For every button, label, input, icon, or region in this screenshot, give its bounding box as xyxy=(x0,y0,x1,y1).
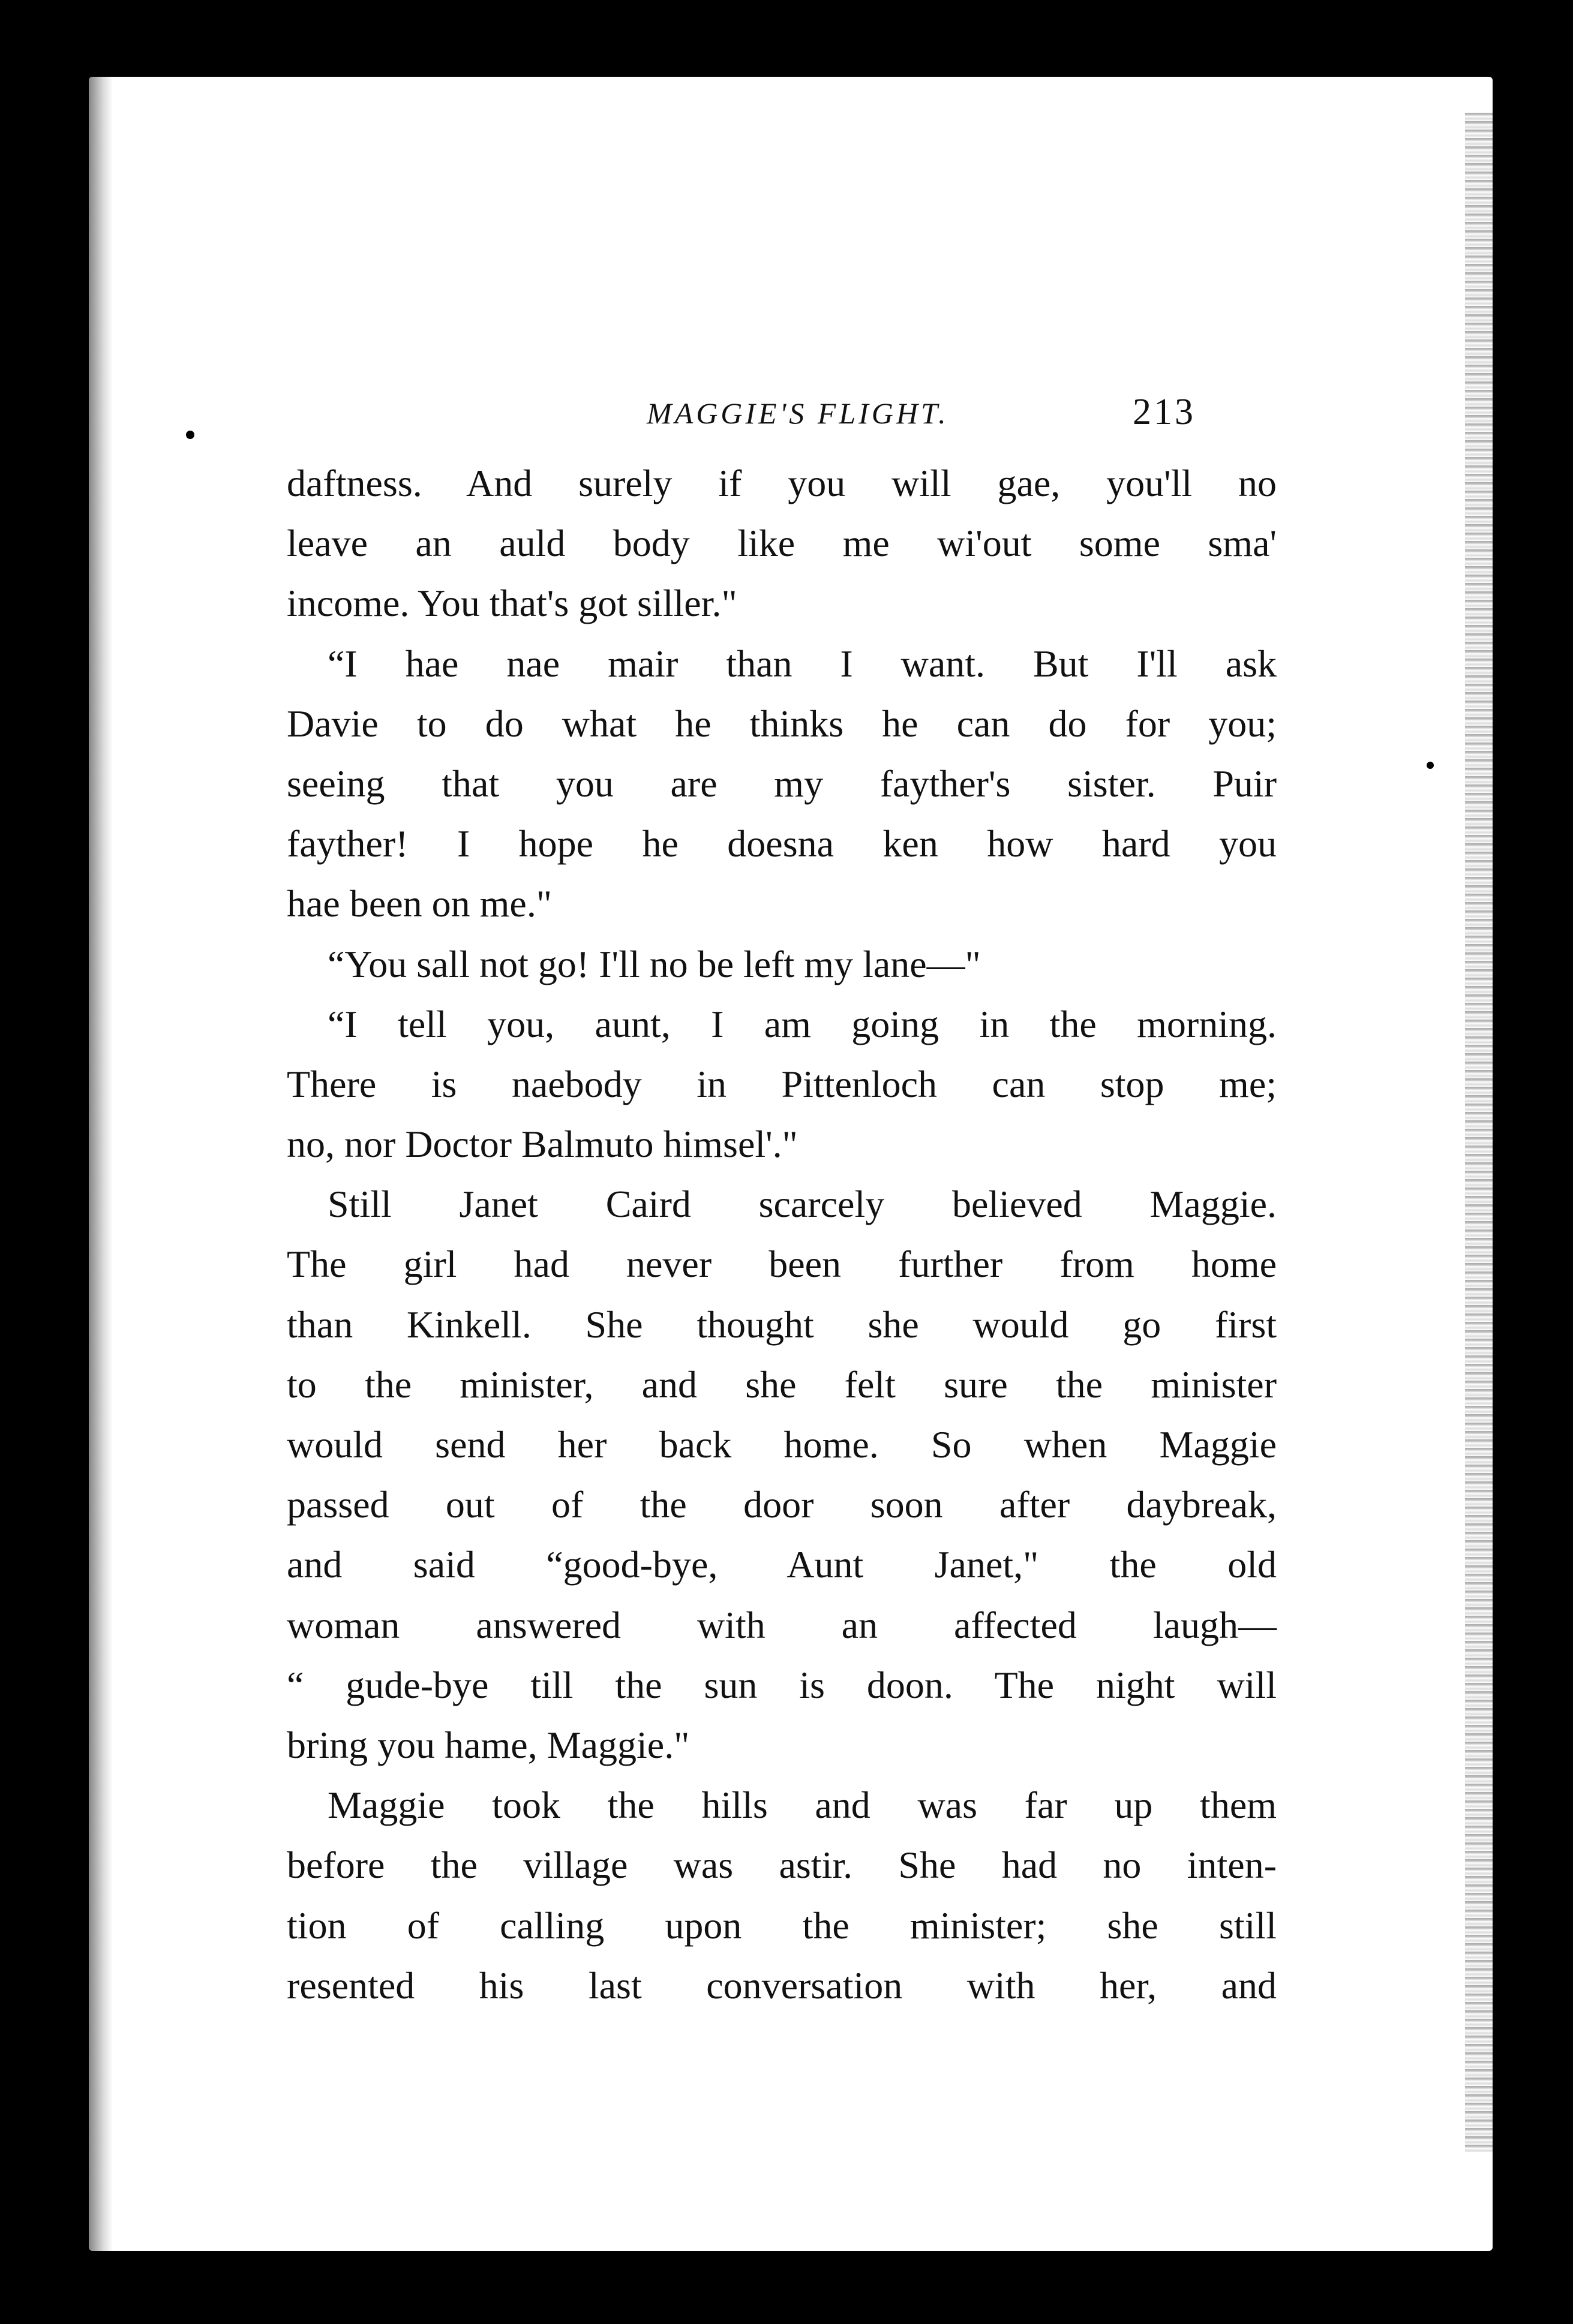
body-text xyxy=(287,453,1277,2016)
text-line: woman answered with an affected laugh— xyxy=(287,1603,1277,1646)
text-line: bring you hame, Maggie." xyxy=(287,1723,690,1766)
text-line: The girl had never been further from home xyxy=(287,1243,1277,1286)
text-line: Maggie took the hills and was far up them xyxy=(328,1784,1277,1827)
text-line: would send her back home. So when Maggie xyxy=(287,1423,1277,1466)
text-line: “I tell you, aunt, I am going in the morning. xyxy=(328,1002,1277,1045)
text-line: income. You that's got siller." xyxy=(287,582,737,625)
running-title: MAGGIE'S FLIGHT. xyxy=(647,396,949,430)
text-line: seeing that you are my fayther's sister. Puir xyxy=(287,762,1277,805)
text-line: no, nor Doctor Balmuto himsel'." xyxy=(287,1123,798,1166)
text-line: than Kinkell. She thought she would go first xyxy=(287,1303,1277,1346)
text-line: to the minister, and she felt sure the minister xyxy=(287,1363,1277,1406)
page-number: 213 xyxy=(1133,392,1196,432)
text-line: tion of calling upon the minister; she still xyxy=(287,1904,1277,1947)
page-edge-shadow xyxy=(1465,113,1493,2152)
page-header xyxy=(89,318,1493,432)
text-line: “You sall not go! I'll no be left my lane—" xyxy=(328,942,981,985)
text-line: fayther! I hope he doesna ken how hard you xyxy=(287,822,1277,865)
text-line: leave an auld body like me wi'out some sma' xyxy=(287,522,1277,565)
text-line: resented his last conversation with her, and xyxy=(287,1964,1277,2007)
book-page xyxy=(89,77,1493,2251)
text-line: “I hae nae mair than I want. But I'll ask xyxy=(328,642,1277,685)
text-line: and said “good-bye, Aunt Janet," the old xyxy=(287,1543,1277,1586)
text-line: “ gude-bye till the sun is doon. The night will xyxy=(287,1663,1277,1706)
text-line: before the village was astir. She had no inten- xyxy=(287,1844,1277,1887)
page-gutter-shadow xyxy=(89,77,113,2251)
margin-speck xyxy=(186,431,194,439)
text-line: passed out of the door soon after daybreak, xyxy=(287,1483,1277,1526)
text-line: There is naebody in Pittenloch can stop me; xyxy=(287,1062,1277,1105)
text-line: Davie to do what he thinks he can do for you; xyxy=(287,702,1277,745)
text-line: daftness. And surely if you will gae, you'll no xyxy=(287,462,1277,504)
margin-speck xyxy=(1427,762,1434,769)
text-line: Still Janet Caird scarcely believed Maggie. xyxy=(328,1183,1277,1226)
text-line: hae been on me." xyxy=(287,882,552,925)
